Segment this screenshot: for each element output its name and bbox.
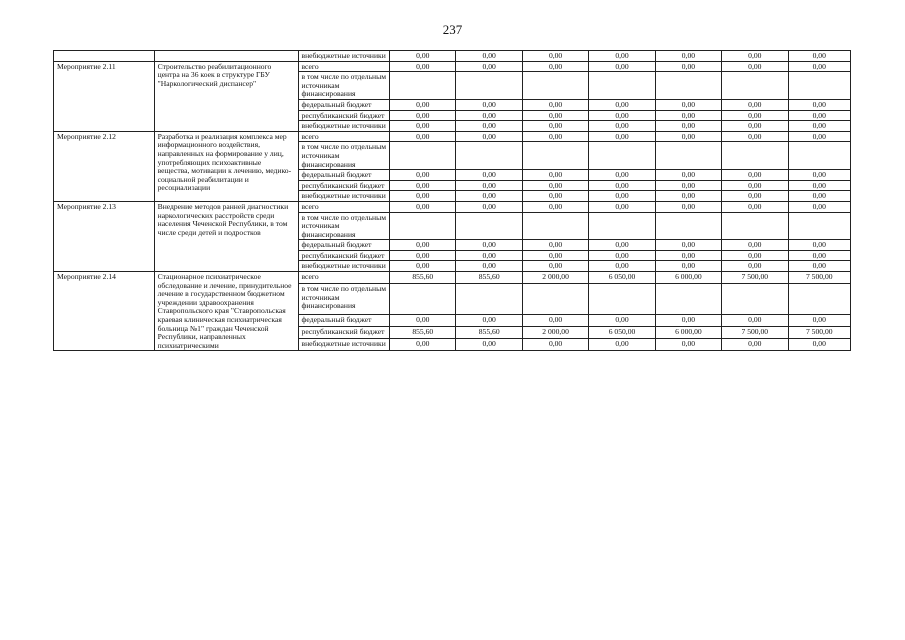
value-cell: 0,00 [788,240,850,251]
value-cell: 0,00 [722,339,788,351]
value-cell: 0,00 [390,110,456,121]
value-cell: 0,00 [589,170,655,181]
value-cell: 0,00 [456,261,522,272]
value-cell: 0,00 [456,99,522,110]
measure-code-cell: Мероприятие 2.11 [54,61,155,131]
value-cell: 6 000,00 [655,272,721,284]
value-cell: 0,00 [655,180,721,191]
funding-source-cell: республиканский бюджет [298,180,390,191]
value-cell [456,72,522,100]
value-cell: 0,00 [522,51,588,62]
funding-source-cell: внебюджетные источники [298,121,390,132]
value-cell: 0,00 [390,121,456,132]
value-cell: 0,00 [589,131,655,142]
value-cell: 0,00 [522,261,588,272]
value-cell: 0,00 [390,191,456,202]
value-cell [788,212,850,240]
value-cell: 0,00 [522,240,588,251]
value-cell: 0,00 [655,339,721,351]
value-cell: 0,00 [655,201,721,212]
value-cell: 0,00 [456,170,522,181]
value-cell [722,284,788,315]
value-cell [655,212,721,240]
funding-source-cell: всего [298,272,390,284]
value-cell: 0,00 [655,61,721,72]
value-cell [522,72,588,100]
value-cell [390,284,456,315]
value-cell [390,142,456,170]
value-cell: 0,00 [456,61,522,72]
funding-source-cell: республиканский бюджет [298,327,390,339]
value-cell: 7 500,00 [788,272,850,284]
value-cell: 0,00 [722,180,788,191]
value-cell: 0,00 [788,180,850,191]
value-cell: 0,00 [456,339,522,351]
value-cell: 0,00 [390,261,456,272]
value-cell: 0,00 [589,110,655,121]
measure-name-cell: Стационарное психиатрическое обследование и лечение, принудительное лечение в государственном бюджетном учреждении здравоохранения Ставропольского края "Ставропольская краевая клиническая психиатрическая больница №1" граждан Чеченской Республики, направленных психиатрическими [154,272,298,351]
measure-code-cell: Мероприятие 2.13 [54,201,155,271]
value-cell: 0,00 [456,121,522,132]
value-cell: 855,60 [456,327,522,339]
value-cell: 0,00 [788,261,850,272]
value-cell: 0,00 [390,51,456,62]
value-cell [788,284,850,315]
value-cell: 0,00 [456,250,522,261]
funding-source-cell: внебюджетные источники [298,261,390,272]
table-row [54,51,851,62]
value-cell: 0,00 [655,51,721,62]
value-cell: 0,00 [390,201,456,212]
value-cell [788,142,850,170]
value-cell: 0,00 [722,315,788,327]
value-cell: 0,00 [390,61,456,72]
value-cell: 0,00 [788,110,850,121]
value-cell: 0,00 [456,201,522,212]
funding-source-cell: внебюджетные источники [298,339,390,351]
value-cell: 0,00 [390,170,456,181]
measure-name-cell [154,51,298,62]
value-cell: 0,00 [589,61,655,72]
value-cell: 0,00 [589,339,655,351]
funding-source-cell: республиканский бюджет [298,110,390,121]
value-cell [589,212,655,240]
value-cell [722,72,788,100]
value-cell: 0,00 [589,121,655,132]
value-cell: 0,00 [522,191,588,202]
value-cell: 0,00 [788,51,850,62]
value-cell: 2 000,00 [522,327,588,339]
table-row [54,272,851,284]
value-cell: 0,00 [522,121,588,132]
value-cell: 0,00 [522,201,588,212]
value-cell [456,142,522,170]
funding-source-cell: федеральный бюджет [298,99,390,110]
value-cell: 0,00 [722,121,788,132]
value-cell: 0,00 [655,131,721,142]
value-cell [522,284,588,315]
value-cell: 0,00 [788,201,850,212]
value-cell: 855,60 [390,272,456,284]
value-cell [655,72,721,100]
funding-source-cell: федеральный бюджет [298,240,390,251]
funding-source-cell: в том числе по отдельным источникам финансирования [298,72,390,100]
value-cell: 0,00 [722,240,788,251]
funding-source-cell: федеральный бюджет [298,170,390,181]
value-cell: 0,00 [589,240,655,251]
value-cell [390,72,456,100]
value-cell: 0,00 [655,191,721,202]
value-cell: 0,00 [522,170,588,181]
value-cell [722,212,788,240]
value-cell: 0,00 [456,240,522,251]
measure-name-cell: Разработка и реализация комплекса мер информационного воздействия, направленных на формирование у лиц, употребляющих психоактивные вещества, мотивации к лечению, медико-социальной реабилитации и ресоциализации [154,131,298,201]
financing-table [53,50,851,351]
value-cell: 855,60 [456,272,522,284]
value-cell: 0,00 [390,250,456,261]
value-cell: 0,00 [390,131,456,142]
value-cell: 0,00 [390,339,456,351]
value-cell: 6 050,00 [589,327,655,339]
measure-name-cell: Внедрение методов ранней диагностики наркологических расстройств среди населения Чеченской Республики, в том числе среди детей и подростков [154,201,298,271]
value-cell: 0,00 [722,131,788,142]
value-cell: 0,00 [390,180,456,191]
value-cell: 0,00 [722,191,788,202]
value-cell: 0,00 [788,191,850,202]
value-cell: 0,00 [522,315,588,327]
value-cell [589,72,655,100]
value-cell: 0,00 [456,315,522,327]
value-cell: 0,00 [589,261,655,272]
value-cell [456,212,522,240]
value-cell: 0,00 [788,131,850,142]
value-cell: 0,00 [788,315,850,327]
table-row [54,131,851,142]
value-cell: 0,00 [722,51,788,62]
value-cell: 855,60 [390,327,456,339]
value-cell [456,284,522,315]
value-cell: 6 000,00 [655,327,721,339]
value-cell: 0,00 [722,110,788,121]
funding-source-cell: федеральный бюджет [298,315,390,327]
value-cell: 0,00 [655,261,721,272]
value-cell: 0,00 [456,180,522,191]
funding-source-cell: внебюджетные источники [298,51,390,62]
value-cell: 0,00 [522,250,588,261]
value-cell: 7 500,00 [722,272,788,284]
value-cell: 0,00 [655,250,721,261]
funding-source-cell: в том числе по отдельным источникам финансирования [298,142,390,170]
value-cell: 0,00 [589,315,655,327]
value-cell: 0,00 [390,99,456,110]
value-cell: 0,00 [522,180,588,191]
value-cell: 0,00 [655,99,721,110]
value-cell: 0,00 [522,99,588,110]
value-cell: 0,00 [589,51,655,62]
value-cell: 0,00 [522,61,588,72]
value-cell [522,212,588,240]
value-cell: 0,00 [655,110,721,121]
value-cell: 0,00 [788,121,850,132]
value-cell: 0,00 [722,250,788,261]
value-cell: 0,00 [655,240,721,251]
value-cell: 0,00 [589,180,655,191]
funding-source-cell: всего [298,131,390,142]
funding-source-cell: в том числе по отдельным источникам финансирования [298,284,390,315]
value-cell [589,142,655,170]
value-cell [722,142,788,170]
value-cell: 0,00 [655,170,721,181]
funding-source-cell: всего [298,61,390,72]
value-cell [390,212,456,240]
value-cell: 0,00 [522,131,588,142]
value-cell [589,284,655,315]
value-cell: 0,00 [788,250,850,261]
value-cell: 0,00 [589,250,655,261]
value-cell: 0,00 [456,110,522,121]
value-cell [522,142,588,170]
funding-source-cell: республиканский бюджет [298,250,390,261]
value-cell: 0,00 [589,191,655,202]
value-cell: 6 050,00 [589,272,655,284]
table-row [54,201,851,212]
funding-source-cell: внебюджетные источники [298,191,390,202]
value-cell: 0,00 [722,99,788,110]
value-cell: 0,00 [788,61,850,72]
value-cell [655,142,721,170]
value-cell: 0,00 [456,191,522,202]
value-cell: 0,00 [722,201,788,212]
value-cell: 0,00 [788,99,850,110]
measure-code-cell [54,51,155,62]
value-cell [655,284,721,315]
value-cell: 0,00 [722,170,788,181]
value-cell: 0,00 [589,201,655,212]
value-cell: 7 500,00 [788,327,850,339]
funding-source-cell: в том числе по отдельным источникам финансирования [298,212,390,240]
value-cell: 0,00 [788,339,850,351]
value-cell: 0,00 [522,339,588,351]
value-cell: 7 500,00 [722,327,788,339]
value-cell: 0,00 [456,51,522,62]
table-row [54,61,851,72]
measure-name-cell: Строительство реабилитационного центра на 36 коек в структуре ГБУ "Наркологический диспансер" [154,61,298,131]
measure-code-cell: Мероприятие 2.14 [54,272,155,351]
page-number: 237 [442,22,463,37]
value-cell: 0,00 [788,170,850,181]
value-cell: 0,00 [655,315,721,327]
value-cell: 0,00 [589,99,655,110]
value-cell: 0,00 [522,110,588,121]
value-cell: 0,00 [390,315,456,327]
value-cell: 0,00 [390,240,456,251]
funding-source-cell: всего [298,201,390,212]
value-cell: 2 000,00 [522,272,588,284]
value-cell [788,72,850,100]
measure-code-cell: Мероприятие 2.12 [54,131,155,201]
value-cell: 0,00 [722,61,788,72]
value-cell: 0,00 [456,131,522,142]
value-cell: 0,00 [655,121,721,132]
value-cell: 0,00 [722,261,788,272]
